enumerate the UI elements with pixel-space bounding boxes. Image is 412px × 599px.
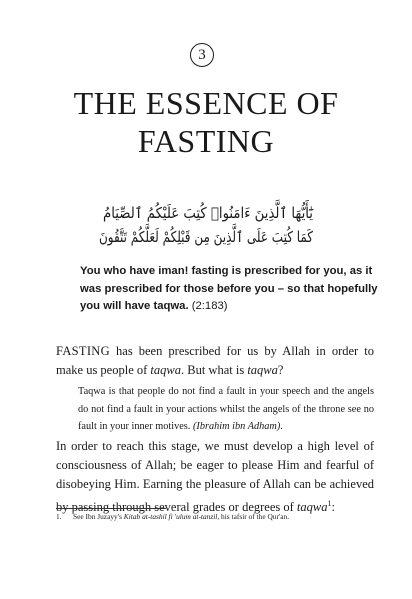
drop-lead-word: FASTING bbox=[56, 344, 110, 358]
footnote-divider bbox=[56, 508, 166, 509]
footnote-book-title: Kitab at-tashil fi 'ulum at-tanzil bbox=[123, 512, 218, 521]
quote-attribution: (Ibrahim ibn Adham) bbox=[192, 421, 281, 432]
chapter-number: 3 bbox=[190, 43, 214, 67]
arabic-verse-line-1: يَٰٓأَيُّهَا ٱلَّذِينَ ءَامَنُوا۟ كُتِبَ عَلَيْكُمُ ٱلصِّيَامُ bbox=[103, 204, 341, 222]
footnote-marker: 1 bbox=[327, 499, 332, 508]
verse-translation bbox=[80, 263, 386, 316]
paragraph-stages: In order to reach this stage, we must develop a high level of consciousness of Allah; be eager to please Him and fearful of disobeying Him. Earning the pleasure of Allah can be achieved by passing through several grades or degrees of taqwa$^1$: bbox=[56, 439, 374, 515]
verse-translation-text: You who have iman! fasting is prescribed for you, as it was prescribed for those before you – so that hopefully you will have taqwa. bbox=[80, 265, 378, 312]
arabic-verse bbox=[95, 198, 367, 248]
chapter-title bbox=[0, 84, 412, 160]
arabic-verse-line-2: كَمَا كُتِبَ عَلَى ٱلَّذِينَ مِن قَبْلِكُمْ لَعَلَّكُمْ تَتَّقُونَ bbox=[99, 228, 367, 246]
block-quote: Taqwa is that people do not find a fault in your speech and the angels do not find a fault in your actions whilst the angels of the throne see no fault in your inner motives. (Ibrahim ibn Adham). bbox=[78, 386, 374, 432]
footnote: 1. See Ibn Juzayy's Kitab at-tashil fi 'ulum at-tanzil, his tafsir of the Qur'an. bbox=[56, 512, 290, 521]
chapter-title-line-2: FASTING bbox=[137, 123, 275, 159]
quote-text: Taqwa is that people do not find a fault in your speech and the angels do not find a fault in your actions whilst the angels of the throne see no fault in your inner motives. bbox=[78, 386, 374, 432]
chapter-title-line-1: THE ESSENCE OF bbox=[73, 85, 339, 121]
verse-reference: (2:183) bbox=[191, 300, 228, 312]
paragraph-intro: FASTING has been prescribed for us by Allah in order to make us people of taqwa. But what is taqwa? bbox=[56, 344, 374, 377]
footnote-number: 1. bbox=[56, 512, 62, 521]
